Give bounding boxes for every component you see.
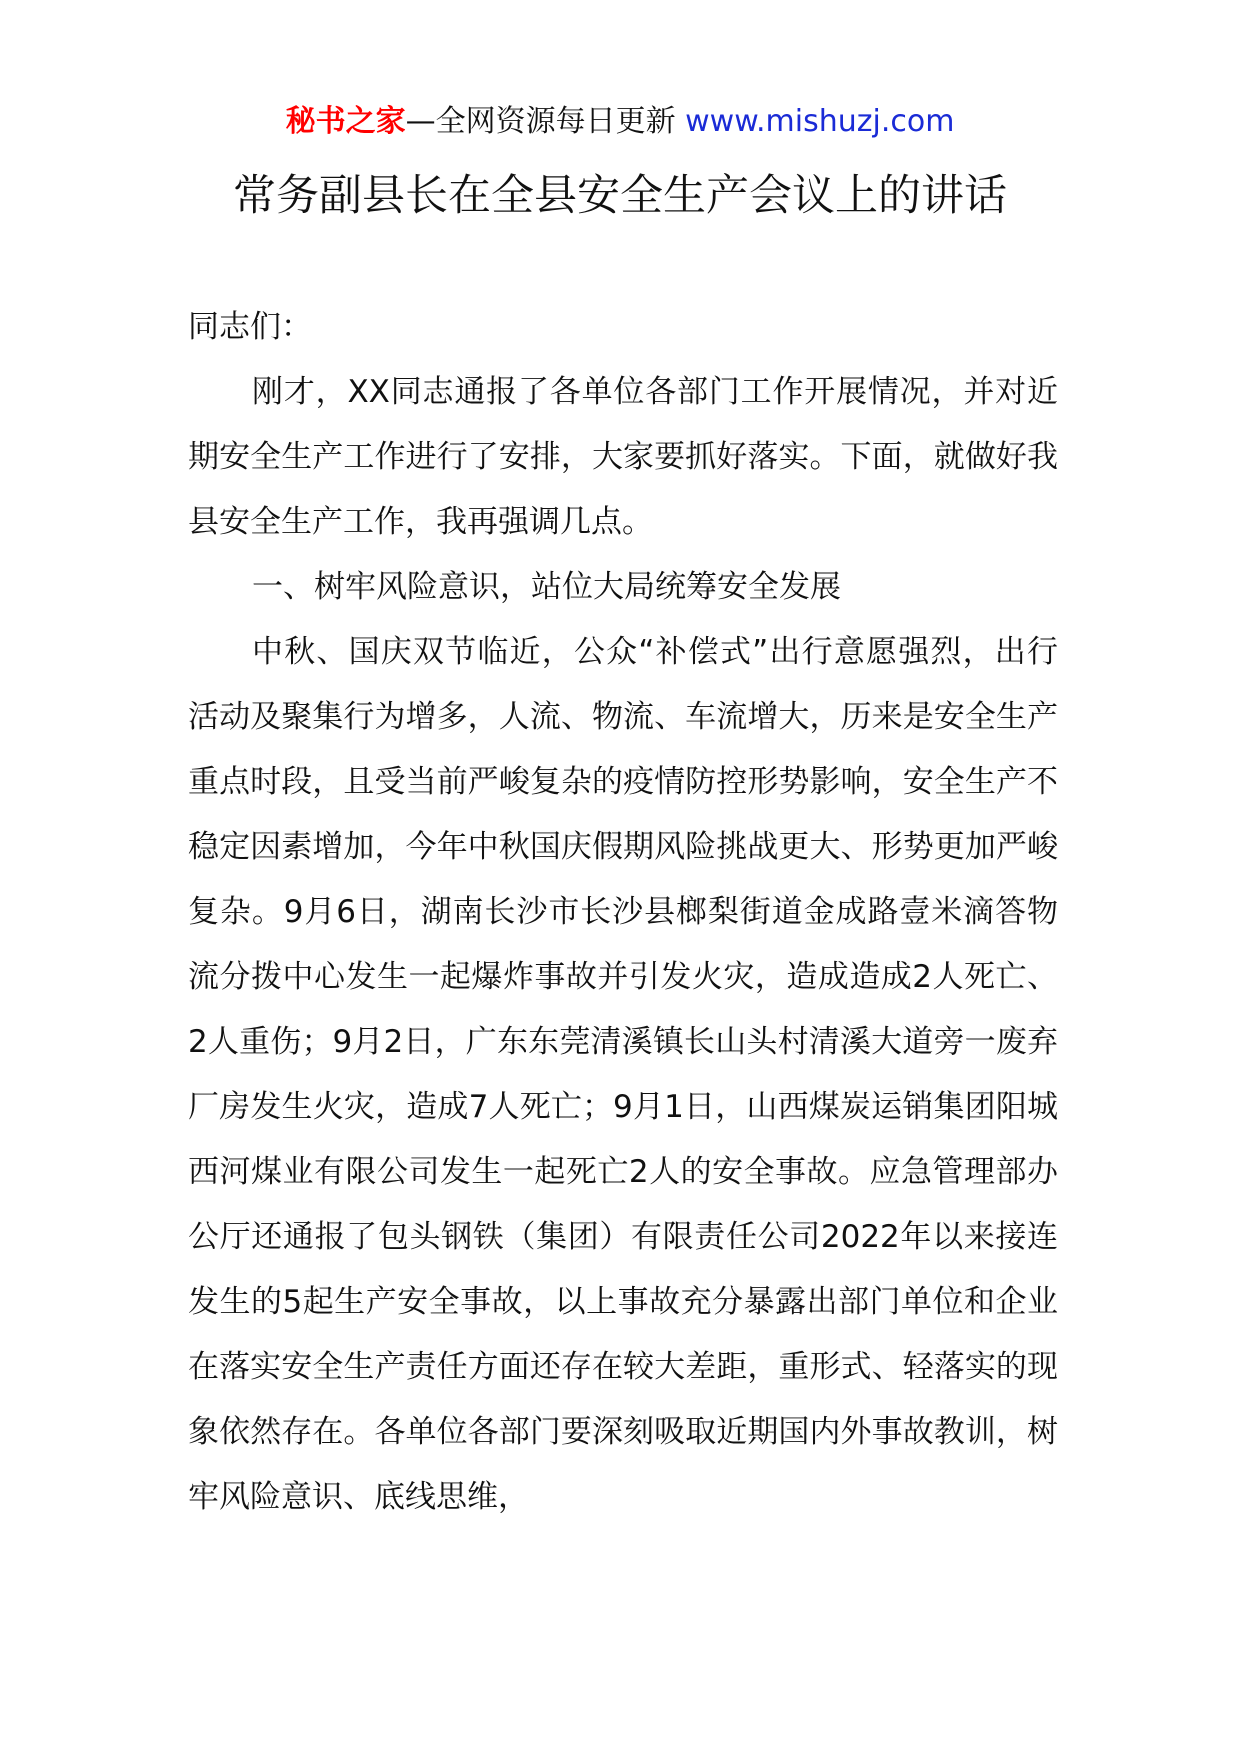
- brand-name: 秘书之家: [285, 104, 406, 139]
- site-url[interactable]: www.mishuzj.com: [685, 104, 955, 139]
- document-title: 常务副县长在全县安全生产会议上的讲话: [233, 171, 1007, 221]
- salutation: 同志们：: [188, 309, 312, 345]
- document-body: [188, 295, 1058, 1530]
- paragraph: 刚才，XX同志通报了各单位各部门工作开展情况，并对近期安全生产工作进行了安排，大家要抓好落实。下面，就做好我县安全生产工作，我再强调几点。: [188, 374, 1058, 540]
- section-heading: 一、树牢风险意识，站位大局统筹安全发展: [252, 569, 841, 605]
- header-slogan: —全网资源每日更新: [405, 104, 686, 139]
- paragraph: 中秋、国庆双节临近，公众“补偿式”出行意愿强烈，出行活动及聚集行为增多，人流、物流、车流增大，历来是安全生产重点时段，且受当前严峻复杂的疫情防控形势影响，安全生产不稳定因素增加，今年中秋国庆假期风险挑战更大、形势更加严峻复杂。9月6日，湖南长沙市长沙县榔梨街道金成路壹米滴答物流分拨中心发生一起爆炸事故并引发火灾，造成造成2人死亡、2人重伤；9月2日，广东东莞清溪镇长山头村清溪大道旁一废弃厂房发生火灾，造成7人死亡；9月1日，山西煤炭运销集团阳城西河煤业有限公司发生一起死亡2人的安全事故。应急管理部办公厅还通报了包头钢铁（集团）有限责任公司2022年以来接连发生的5起生产安全事故，以上事故充分暴露出部门单位和企业在落实安全生产责任方面还存在较大差距，重形式、轻落实的现象依然存在。各单位各部门要深刻吸取近期国内外事故教训，树牢风险意识、底线思维，: [188, 634, 1058, 1515]
- site-header: [0, 100, 1240, 144]
